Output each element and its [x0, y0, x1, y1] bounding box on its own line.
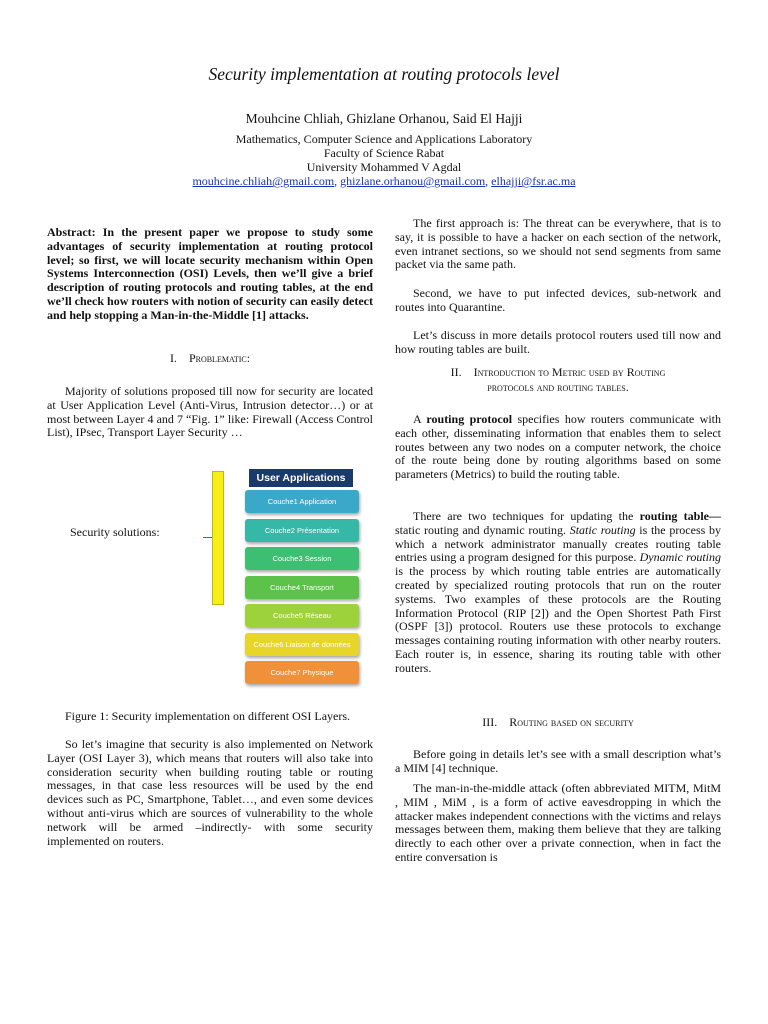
paragraph-second: Second, we have to put infected devices, sub-network and routes into Quarantine.	[395, 286, 721, 314]
figure-osi-layer-7: Couche7 Physique	[245, 661, 359, 684]
affiliation-university: University Mohammed V Agdal	[306, 160, 462, 174]
email-link-chliah[interactable]: mouhcine.chliah@gmail.com	[192, 174, 335, 188]
figure-osi-layer-3: Couche3 Session	[245, 547, 359, 570]
email-link-elhajji[interactable]: elhajji@fsr.ac.ma	[491, 174, 576, 188]
figure-osi-layer-5: Couche5 Réseau	[245, 604, 359, 627]
author-list: Mouhcine Chliah, Ghizlane Orhanou, Said El Hajji	[245, 111, 523, 126]
paragraph-routing-protocol: A routing protocol specifies how routers communicate with each other, disseminating information that enables them to select routes between any two nodes on a computer network, the choice of the route being done by routing algorithms based on some parameters (Metrics) to build the routing table.	[395, 412, 721, 482]
figure-layer-user-applications: User Applications	[249, 469, 353, 487]
email-line: mouhcine.chliah@gmail.com, ghizlane.orhanou@gmail.com, elhajji@fsr.ac.ma	[192, 174, 576, 188]
affiliation-faculty: Faculty of Science Rabat	[323, 146, 445, 160]
figure-caption: Figure 1: Security implementation on different OSI Layers.	[65, 709, 351, 723]
paragraph-discuss: Let’s discuss in more details protocol routers used till now and how routing tables are built.	[395, 328, 721, 356]
email-link-orhanou[interactable]: ghizlane.orhanou@gmail.com	[340, 174, 486, 188]
figure-osi-layer-6: Couche6 Liaison de données	[245, 633, 359, 656]
figure-bracket	[212, 471, 224, 605]
section-heading-introduction: II. Introduction to Metric used by Routing protocols and routing tables.	[450, 365, 666, 394]
affiliation-lab: Mathematics, Computer Science and Applications Laboratory	[235, 132, 533, 146]
abstract: Abstract: In the present paper we propose to study some advantages of security implementation at routing protocol level; so first, we will locate security mechanism within Open Systems Interconnection (OSI) Levels, then we’ll give a brief description of routing protocols and routing tables, at the end we’ll check how routers with notion of security can easily detect and help stopping a Man-in-the-Middle [1] attacks.	[47, 225, 373, 322]
paragraph-mim-intro: Before going in details let’s see with a small description what’s a MIM [4] technique.	[395, 747, 721, 775]
paragraph-routing-table: There are two techniques for updating the routing table— static routing and dynamic routing. Static routing is the process by which a network administrator manually creates routing table entries using a program designed for this purpose. Dynamic routing is the process by which routing table entries are automatically created by specialized routing protocols that run on the router systems. Two examples of these protocols are the Routing Information Protocol (RIP [2]) and the Open Shortest Path First (OSPF [3]) protocol. Routers use these protocols to exchange messages containing routing information with other nearby routers. Each router is, in essence, sharing its routing table with other routers.	[395, 509, 721, 675]
paper-title: Security implementation at routing protocols level	[208, 64, 560, 84]
paragraph-problematic-1: Majority of solutions proposed till now for security are located at User Application Level (Anti-Virus, Intrusion detector…) or at most between Layer 4 and 7 “Fig. 1” like: Firewall (Access Control List), IPsec, Transport Layer Security …	[47, 384, 373, 440]
section-heading-problematic: I. Problematic:	[169, 351, 251, 365]
paragraph-first-approach: The first approach is: The threat can be everywhere, that is to say, it is possible to have a hacker on each section of the network, even intranet sections, so we should not send segments from same packet via the same path.	[395, 216, 721, 272]
figure-osi-layer-4: Couche4 Transport	[245, 576, 359, 599]
paragraph-mitm: The man-in-the-middle attack (often abbreviated MITM, MitM , MIM , MiM , is a form of active eavesdropping in which the attacker makes independent connections with the victims and relays messages between them, making them believe that they are talking directly to each other over a private connection, when in fact the entire conversation is	[395, 781, 721, 864]
paragraph-problematic-2: So let’s imagine that security is also implemented on Network Layer (OSI Layer 3), which means that routers will also take into consideration security when building routing table or routing messages, in that case less resources will be used by the end devices such as PC, Smartphone, Tablet…, and even some devices without anti-virus which are sources of vulnerability to the whole network will be armed –indirectly- with some security implemented on routers.	[47, 737, 373, 848]
figure-side-label: Security solutions:	[70, 525, 160, 539]
figure-bracket-pointer	[203, 537, 212, 538]
section-heading-routing-security: III. Routing based on security	[482, 715, 634, 729]
figure-osi-layer-2: Couche2 Présentation	[245, 519, 359, 542]
figure-osi-layer-1: Couche1 Application	[245, 490, 359, 513]
